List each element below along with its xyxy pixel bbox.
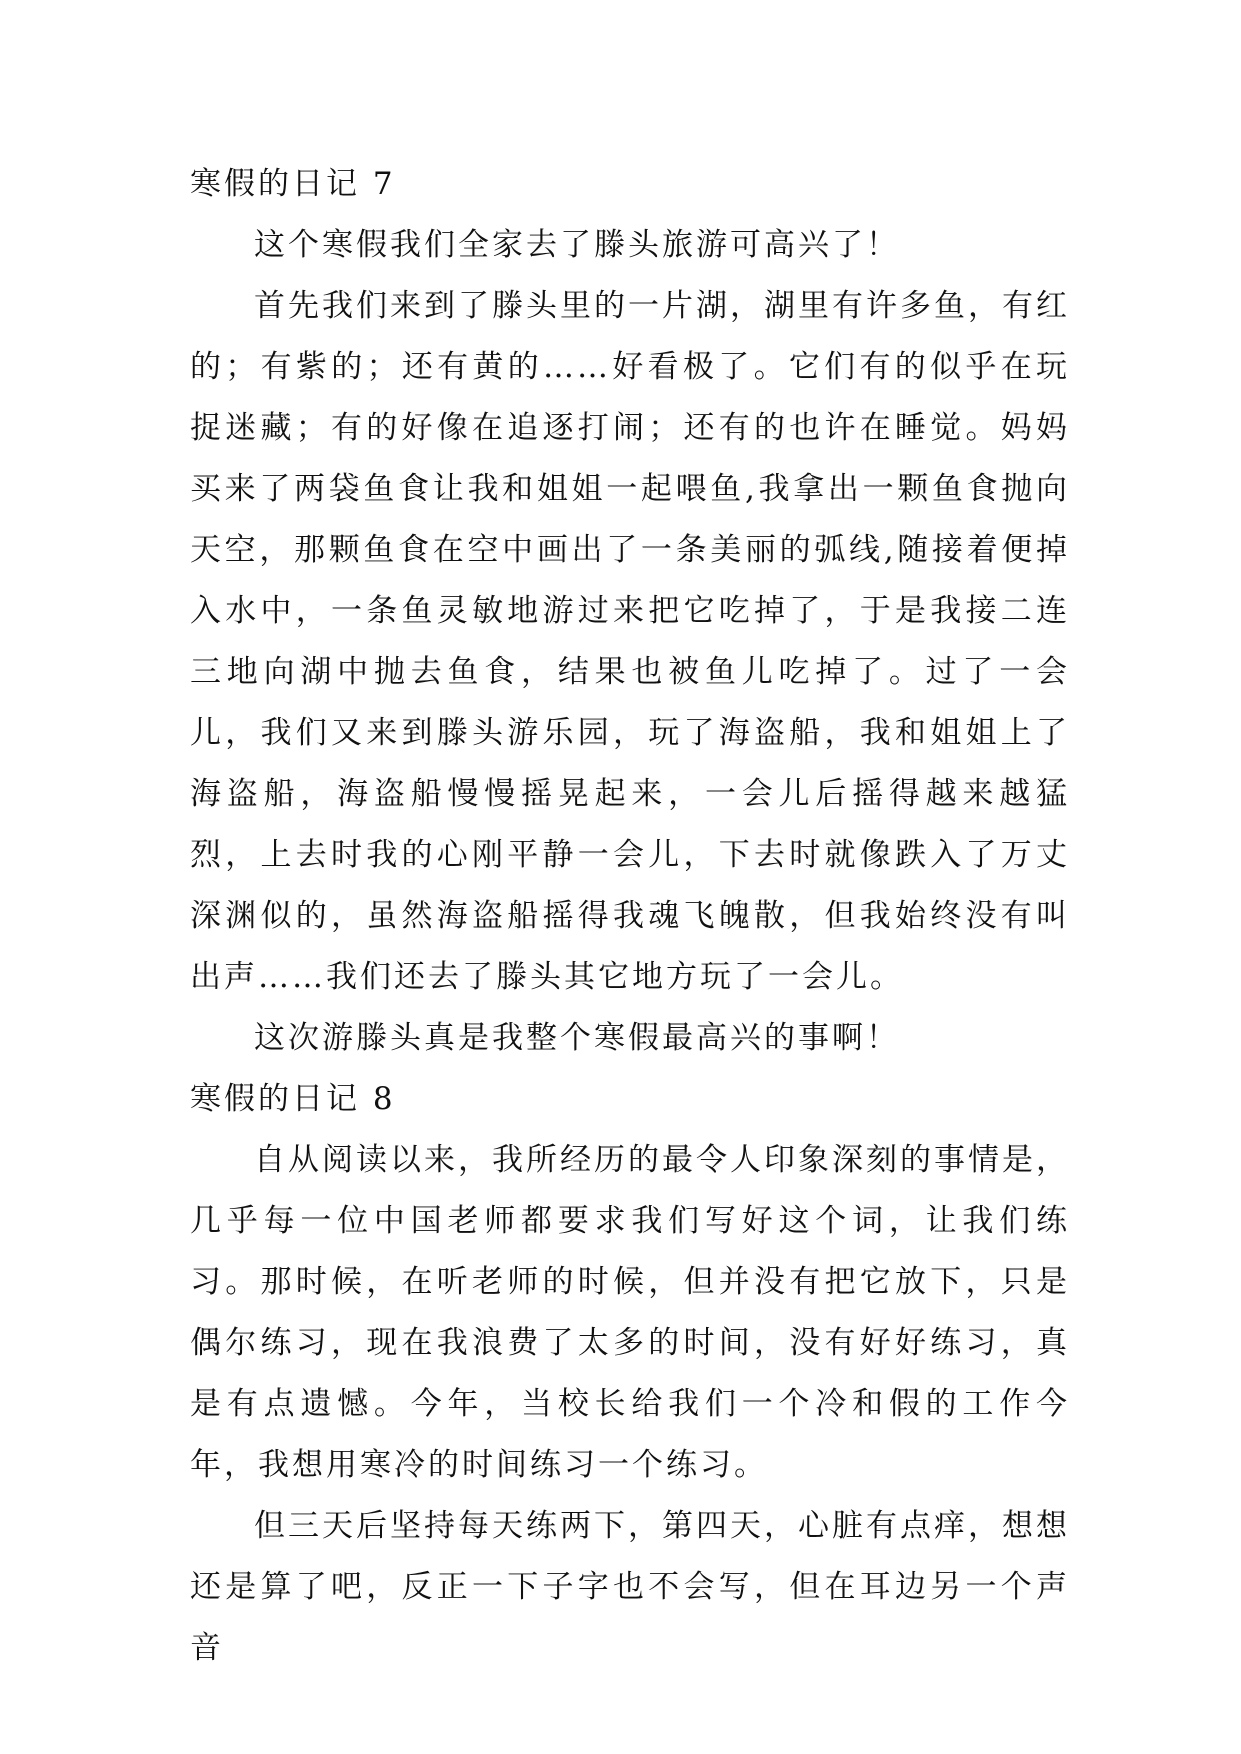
entry-7-paragraph-3: 这次游滕头真是我整个寒假最高兴的事啊！ — [254, 1020, 900, 1056]
entry-8-paragraph-1: 自从阅读以来，我所经历的最令人印象深刻的事情是，几乎每一位中国老师都要求我们写好这个词，让我们练习。那时候，在听老师的时候，但并没有把它放下，只是偶尔练习，现在我浪费了太多的时间，没有好好练习，真是有点遗憾。今年，当校长给我们一个冷和假的工作今年，我想用寒冷的时间练习一个练习。 — [190, 1142, 1070, 1483]
entry-7-title: 寒假的日记 7 — [190, 166, 396, 202]
entry-7-paragraph-2: 首先我们来到了滕头里的一片湖，湖里有许多鱼，有红的；有紫的；还有黄的……好看极了。它们有的似乎在玩捉迷藏；有的好像在追逐打闹；还有的也许在睡觉。妈妈买来了两袋鱼食让我和姐姐一起喂鱼,我拿出一颗鱼食抛向天空，那颗鱼食在空中画出了一条美丽的弧线,随接着便掉入水中，一条鱼灵敏地游过来把它吃掉了，于是我接二连三地向湖中抛去鱼食，结果也被鱼儿吃掉了。过了一会儿，我们又来到滕头游乐园，玩了海盗船，我和姐姐上了海盗船，海盗船慢慢摇晃起来，一会儿后摇得越来越猛烈，上去时我的心刚平静一会儿，下去时就像跌入了万丈深渊似的，虽然海盗船摇得我魂飞魄散，但我始终没有叫出声……我们还去了滕头其它地方玩了一会儿。 — [190, 288, 1070, 995]
entry-8-paragraph-2: 但三天后坚持每天练两下，第四天，心脏有点痒，想想还是算了吧，反正一下子字也不会写，但在耳边另一个声音 — [190, 1508, 1070, 1666]
document-body — [190, 154, 1070, 1679]
entry-8-title: 寒假的日记 8 — [190, 1081, 396, 1117]
entry-7-paragraph-1: 这个寒假我们全家去了滕头旅游可高兴了！ — [254, 227, 900, 263]
